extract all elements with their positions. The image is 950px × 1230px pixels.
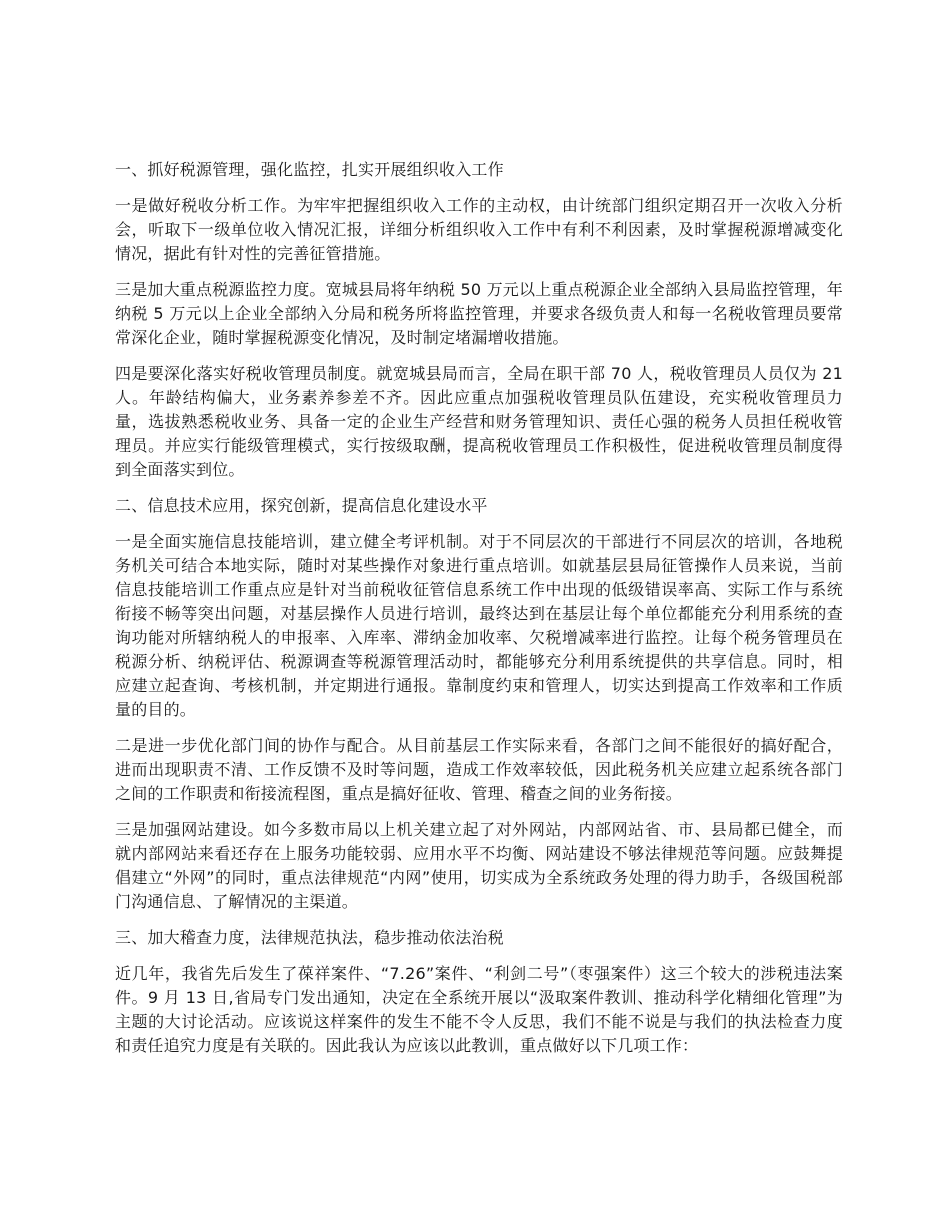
paragraph: 三是加强网站建设。如今多数市局以上机关建立起了对外网站，内部网站省、市、县局都已健全，而就内部网站来看还存在上服务功能较弱、应用水平不均衡、网站建设不够法律规范等问题。应鼓舞提倡建立“外网”的同时，重点法律规范“内网”使用，切实成为全系统政务处理的得力助手，各级国税部门沟通信息、了解情况的主渠道。	[115, 820, 843, 911]
paragraph: 三是加大重点税源监控力度。宽城县局将年纳税 50 万元以上重点税源企业全部纳入县局监控管理，年纳税 5 万元以上企业全部纳入分局和税务所将监控管理，并要求各级负责人和每一名税收管理员要常常深化企业，随时掌握税源变化情况，及时制定堵漏增收措施。	[115, 280, 843, 347]
section-heading-1: 一、抓好税源管理，强化监控，扎实开展组织收入工作	[115, 160, 504, 179]
paragraph: 一是全面实施信息技能培训，建立健全考评机制。对于不同层次的干部进行不同层次的培训，各地税务机关可结合本地实际，随时对某些操作对象进行重点培训。如就基层县局征管操作人员来说，当前信息技能培训工作重点应是针对当前税收征管信息系统工作中出现的低级错误率高、实际工作与系统衔接不畅等突出问题，对基层操作人员进行培训，最终达到在基层让每个单位都能充分利用系统的查询功能对所辖纳税人的申报率、入库率、滞纳金加收率、欠税增减率进行监控。让每个税务管理员在税源分析、纳税评估、税源调查等税源管理活动时，都能够充分利用系统提供的共享信息。同时，相应建立起查询、考核机制，并定期进行通报。靠制度约束和管理人，切实达到提高工作效率和工作质量的目的。	[115, 532, 843, 719]
paragraph: 近几年，我省先后发生了葆祥案件、“7.26”案件、“利剑二号”（枣强案件）这三个较大的涉税违法案件。9 月 13 日,省局专门发出通知，决定在全系统开展以“汲取案件教训、推动科学化精细化管理”为主题的大讨论活动。应该说这样案件的发生不能不令人反思，我们不能不说是与我们的执法检查力度和责任追究力度是有关联的。因此我认为应该以此教训，重点做好以下几项工作：	[115, 964, 843, 1055]
paragraph: 二是进一步优化部门间的协作与配合。从目前基层工作实际来看，各部门之间不能很好的搞好配合，进而出现职责不清、工作反馈不及时等问题，造成工作效率较低，因此税务机关应建立起系统各部门之间的工作职责和衔接流程图，重点是搞好征收、管理、稽查之间的业务衔接。	[115, 736, 843, 803]
section-heading-2: 二、信息技术应用，探究创新，提高信息化建设水平	[115, 496, 488, 515]
paragraph: 四是要深化落实好税收管理员制度。就宽城县局而言，全局在职干部 70 人，税收管理员人员仅为 21 人。年龄结构偏大，业务素养参差不齐。因此应重点加强税收管理员队伍建设，充实税收管理员力量，选拔熟悉税收业务、具备一定的企业生产经营和财务管理知识、责任心强的税务人员担任税收管理员。并应实行能级管理模式，实行按级取酬，提高税收管理员工作积极性，促进税收管理员制度得到全面落实到位。	[115, 364, 843, 479]
document-body	[115, 158, 843, 1070]
section-heading-3: 三、加大稽查力度，法律规范执法，稳步推动依法治税	[115, 928, 504, 947]
paragraph: 一是做好税收分析工作。为牢牢把握组织收入工作的主动权，由计统部门组织定期召开一次收入分析会，听取下一级单位收入情况汇报，详细分析组织收入工作中有利不利因素，及时掌握税源增减变化情况，据此有针对性的完善征管措施。	[115, 196, 843, 263]
